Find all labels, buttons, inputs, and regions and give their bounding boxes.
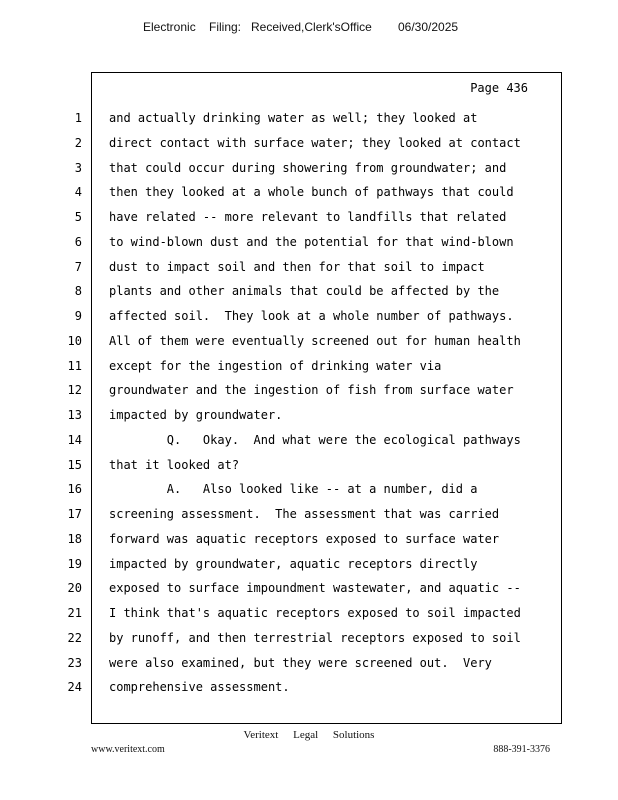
line-number: 2 bbox=[74, 135, 82, 150]
line-number: 14 bbox=[67, 432, 82, 447]
line-number: 16 bbox=[67, 482, 82, 497]
filing-header bbox=[0, 20, 618, 38]
transcript-line: that could occur during showering from groundwater; and bbox=[109, 160, 507, 175]
page-number: Page 436 bbox=[470, 81, 528, 95]
line-number: 4 bbox=[74, 185, 82, 200]
transcript-line: by runoff, and then terrestrial receptors exposed to soil bbox=[109, 630, 521, 645]
line-number: 8 bbox=[74, 284, 82, 299]
line-number: 7 bbox=[74, 259, 82, 274]
transcript-line: direct contact with surface water; they looked at contact bbox=[109, 135, 521, 150]
footer-company-word-2: Legal bbox=[293, 729, 319, 741]
transcript-line: All of them were eventually screened out for human health bbox=[109, 333, 521, 348]
transcript-line: were also examined, but they were screened out. Very bbox=[109, 655, 492, 670]
line-number: 1 bbox=[74, 111, 82, 125]
transcript-line: that it looked at? bbox=[109, 457, 240, 472]
transcript-line: comprehensive assessment. bbox=[109, 680, 290, 695]
transcript-line: then they looked at a whole bunch of pathways that could bbox=[109, 185, 514, 200]
line-number: 24 bbox=[67, 680, 82, 695]
footer-company-word-3: Solutions bbox=[332, 729, 375, 741]
transcript-line: except for the ingestion of drinking water via bbox=[109, 358, 442, 373]
line-number: 22 bbox=[67, 630, 82, 645]
transcript-line: dust to impact soil and then for that soil to impact bbox=[109, 259, 485, 274]
transcript-line: A. Also looked like -- at a number, did a bbox=[109, 482, 478, 497]
footer-company bbox=[0, 729, 618, 741]
transcript-line: impacted by groundwater. bbox=[109, 408, 283, 422]
line-number: 18 bbox=[67, 531, 82, 546]
footer-phone: 888-391-3376 bbox=[493, 744, 550, 755]
line-number: 19 bbox=[67, 556, 82, 571]
transcript-line: have related -- more relevant to landfills that related bbox=[109, 210, 507, 224]
transcript-line: affected soil. They look at a whole number of pathways. bbox=[109, 309, 514, 323]
line-number: 21 bbox=[67, 606, 82, 620]
line-number: 15 bbox=[67, 457, 82, 472]
line-number: 3 bbox=[74, 160, 82, 175]
transcript-line: groundwater and the ingestion of fish from surface water bbox=[109, 383, 514, 398]
filing-header-received: Received,Clerk'sOffice bbox=[251, 20, 372, 34]
line-number: 5 bbox=[74, 210, 82, 224]
line-number: 11 bbox=[67, 358, 82, 373]
transcript-line: plants and other animals that could be affected by the bbox=[109, 284, 500, 299]
filing-header-date: 06/30/2025 bbox=[398, 20, 459, 34]
transcript-line: I think that's aquatic receptors exposed to soil impacted bbox=[109, 606, 521, 620]
footer-website: www.veritext.com bbox=[91, 744, 165, 755]
filing-header-filing: Filing: bbox=[209, 20, 242, 34]
footer-company-word-1: Veritext bbox=[243, 729, 279, 741]
transcript-line: Q. Okay. And what were the ecological pathways bbox=[109, 432, 521, 447]
line-number: 12 bbox=[67, 383, 82, 398]
line-number: 6 bbox=[74, 234, 82, 249]
transcript-line: and actually drinking water as well; they looked at bbox=[109, 111, 478, 125]
line-number: 23 bbox=[67, 655, 82, 670]
transcript-line: screening assessment. The assessment that was carried bbox=[109, 507, 500, 521]
transcript-line: exposed to surface impoundment wastewater, and aquatic -- bbox=[109, 581, 521, 596]
transcript-line: to wind-blown dust and the potential for that wind-blown bbox=[109, 234, 514, 249]
line-number: 17 bbox=[67, 507, 82, 521]
line-number: 9 bbox=[74, 309, 82, 323]
filing-header-electronic: Electronic bbox=[143, 20, 196, 34]
line-number: 10 bbox=[67, 333, 82, 348]
transcript-line: impacted by groundwater, aquatic receptors directly bbox=[109, 556, 478, 571]
transcript-line: forward was aquatic receptors exposed to surface water bbox=[109, 531, 500, 546]
line-number: 13 bbox=[67, 408, 82, 422]
line-number: 20 bbox=[67, 581, 82, 596]
